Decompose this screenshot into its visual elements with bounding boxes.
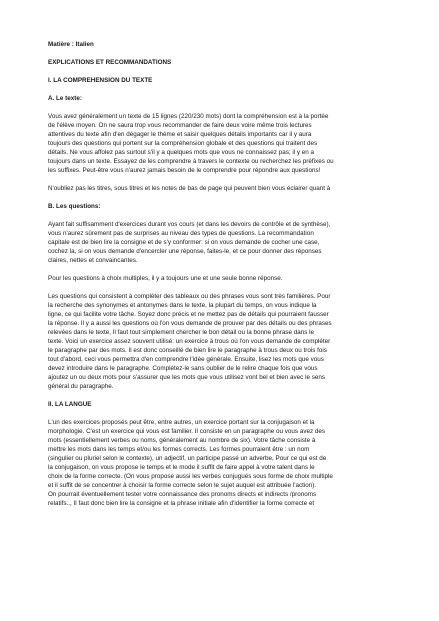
text-line: mettre les mots dans les temps et/ou les formes corrects. Les formes pourraient être : un nom [48,446,310,453]
text-line: claires, nettes et convaincantes. [48,257,138,264]
text-line: Les questions qui consistent à compléter des tableaux ou des phrases vous sont très familières. Pour [48,293,331,300]
text-line: relevées dans le texte, Il faut tout simplement chercher le bon détail ou la bonne phrase dans le [48,329,315,336]
section-title-langue: II. LA LANGUE [48,401,92,408]
paragraph-langue-1 [48,418,392,508]
section-title-comprehension: I. LA COMPREHENSION DU TEXTE [48,77,153,84]
text-line: toujours dans un texte. Essayez de les comprendre à travers le contexte ou recherchez les préfixes ou [48,158,334,165]
text-line: On pourrait éventuellement tester votre connaissance des pronoms directs et indirects /pronoms [48,491,317,498]
text-line: de l'élève moyen. On ne saura trop vous recommander de faire deux voire même trois lectures [48,122,312,129]
text-line: vous n'aurez sûrement pas de surprises au niveau des types de questions. La recommandation [48,230,314,237]
text-line: général du paragraphe. [48,383,114,390]
main-title: EXPLICATIONS ET RECOMMANDATIONS [48,59,172,66]
text-line: texte. Voici un exercice assez souvent utilisé: un exercice à trous où l'on vous demande de compléter [48,338,331,345]
text-line: la conjugaison, on vous propose le temps et le mode il suffit de faire appel à votre talent dans le [48,464,315,471]
document-page [48,40,392,508]
text-line: N'oubliez pas les titres, sous titres et les notes de bas de page qui peuvent bien vous éclairer quant à [48,185,331,192]
text-line: Vous avez généralement un texte de 15 lignes (220/230 mots) dont la compréhension est à la portée [48,113,329,120]
subject-line: Matière : Italien [48,41,94,48]
subsection-title-texte: A. Le texte: [48,95,82,102]
text-line: la recherche des synonymes et antonymes dans le texte, la plupart du temps, on vous indique la [48,302,317,309]
paragraph-questions-2 [48,274,392,283]
text-line: devez introduire dans le paragraphe. Complétez-le sans oublier de le relire chaque fois que vous [48,365,318,372]
text-line: capitale est de bien lire la consigne et de s'y conformer: si on vous demande de cocher une case, [48,239,320,246]
text-line: attentives du texte afin d'en dégager le thème et saisir quelques détails importants car il y aura [48,131,312,138]
text-line: ajoutez un ou deux mots pour s'assurer que les mots que vous utilisez vont bel et bien avec le sens [48,374,326,381]
text-line: mots (essentiellement verbes ou noms, généralement au nombre de six). Votre tâche consiste à [48,437,316,444]
text-line: ligne, ce qui facilite votre tâche. Soyez donc précis et ne mettez pas de détails qui pourraient fausser [48,311,329,318]
paragraph-texte-1 [48,112,392,175]
text-line: tout d'abord, ceci vous permettra d'en comprendre l'idée générale. Ensuite, lisez les mots que vous [48,356,324,363]
text-line: relatifs.., Il faut donc bien lire la consigne et la phrase initiale afin d'identifier la forme correcte et [48,500,315,507]
text-line: toujours des questions qui portent sur la compréhension globale et des questions qui traitent des [48,140,318,147]
text-line: Ayant fait suffisamment d'exercices durant vos cours (et dans les devoirs de contrôle et de synthèse), [48,221,331,228]
text-line: cochez la, si on vous demande d'encercler une réponse, faites-le, et ce pour donner des réponses [48,248,322,255]
subsection-title-questions: B. Les questions: [48,203,101,210]
text-line: et il suffit de se concentrer à choisir la forme correcte selon le sujet auquel est attribuée l'action). [48,482,317,489]
text-line: L'un des exercices proposés peut être, entre autres, un exercice portant sur la conjugaison et la [48,419,315,426]
text-line: Pour les questions à choix multiples, il y a toujours une et une seule bonne réponse. [48,275,283,282]
text-line: les suffixes. Peut-être vous n'aurez jamais besoin de le comprendre pour répondre aux questions! [48,167,321,174]
paragraph-questions-1 [48,220,392,265]
paragraph-texte-2 [48,184,392,193]
paragraph-questions-3 [48,292,392,391]
text-line: choix de la forme correcte. (On vous propose aussi les verbes conjugués sous forme de choix multiple [48,473,333,480]
text-line: morphologie. C'est un exercice qui vous est familier. Il consiste en un paragraphe ou vous avez des [48,428,326,435]
text-line: (singulier ou pluriel selon le contexte), un adjectif, un participe passé un adverbe, Pour ce qui est de [48,455,327,462]
text-line: détails. Ne vous affolez pas surtout s'il y a quelques mots que vous ne connaissez pas; il y en a [48,149,315,156]
text-line: la réponse. Il y a aussi les questions où l'on vous demande de prouver par des détails ou des phrases [48,320,332,327]
text-line: le paragraphe par des mots. Il est donc conseillé de bien lire le paragraphe à trous deux ou trois fois [48,347,327,354]
